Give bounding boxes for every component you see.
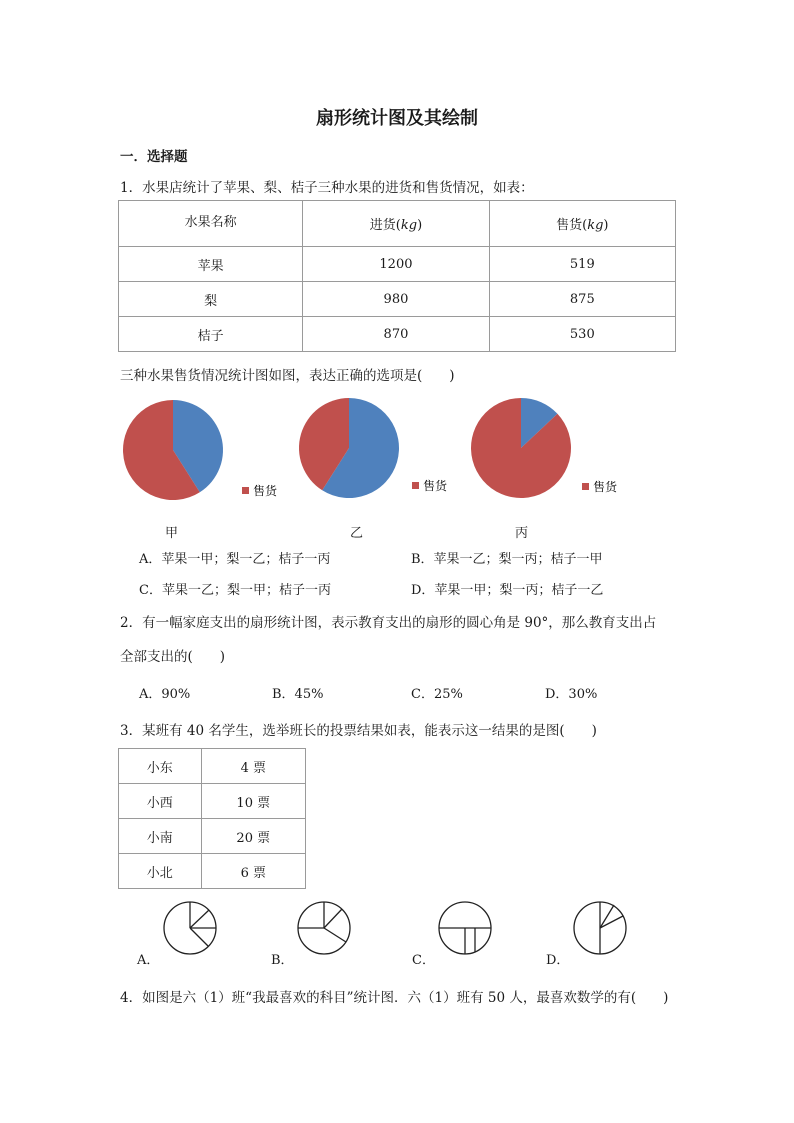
pie-1-legend-label: 售货 xyxy=(423,479,448,493)
table-header-cell: 水果名称 xyxy=(119,201,303,247)
table-cell: 苹果 xyxy=(119,247,303,282)
pie-2-legend-label: 售货 xyxy=(593,480,618,494)
q1-option-a[interactable]: A．苹果一甲；梨一乙；桔子一丙 xyxy=(139,552,331,567)
table-row xyxy=(119,317,676,352)
pie-0-legend-swatch xyxy=(242,487,249,494)
chart-label-yi: 乙 xyxy=(350,526,364,541)
table-cell: 20 票 xyxy=(201,819,305,854)
chart-label-bing: 丙 xyxy=(515,526,529,541)
fruit-table xyxy=(118,200,676,352)
q3-diagram-c[interactable] xyxy=(439,902,491,954)
table-cell: 1200 xyxy=(303,247,489,282)
table-cell: 桔子 xyxy=(119,317,303,352)
question-3-stem: 3．某班有 40 名学生，选举班长的投票结果如表，能表示这一结果的是图( ) xyxy=(120,723,597,739)
table-cell: 875 xyxy=(489,282,675,317)
table-cell: 小西 xyxy=(119,784,202,819)
table-header-row xyxy=(119,201,676,247)
table-row xyxy=(119,784,306,819)
page-title: 扇形统计图及其绘制 xyxy=(316,108,478,129)
question-1-stem: 1．水果店统计了苹果、梨、桔子三种水果的进货和售货情况，如表： xyxy=(120,180,534,196)
table-cell: 4 票 xyxy=(201,749,305,784)
pie-2-legend-swatch xyxy=(582,483,589,490)
q1-option-c[interactable]: C．苹果一乙；梨一甲；桔子一丙 xyxy=(139,583,331,598)
table-cell: 519 xyxy=(489,247,675,282)
table-row xyxy=(119,819,306,854)
table-cell: 小东 xyxy=(119,749,202,784)
table-cell: 小南 xyxy=(119,819,202,854)
q1-option-d[interactable]: D．苹果一甲；梨一丙；桔子一乙 xyxy=(411,583,604,598)
chart-label-jia: 甲 xyxy=(165,526,179,541)
table-row xyxy=(119,854,306,889)
question-2-stem-line1: 2．有一幅家庭支出的扇形统计图，表示教育支出的扇形的圆心角是 90°，那么教育支出占 xyxy=(120,615,657,631)
q2-option-d[interactable]: D．30% xyxy=(545,687,598,702)
table-cell: 980 xyxy=(303,282,489,317)
q3-option-a[interactable]: A． xyxy=(137,953,160,968)
section-heading: 一．选择题 xyxy=(120,149,188,165)
table-cell: 10 票 xyxy=(201,784,305,819)
q3-option-d[interactable]: D． xyxy=(546,953,570,968)
table-cell: 870 xyxy=(303,317,489,352)
pie-0-legend-label: 售货 xyxy=(253,484,278,498)
vote-table xyxy=(118,748,306,889)
q2-option-b[interactable]: B．45% xyxy=(272,687,324,702)
table-header-cell: 进货(kg) xyxy=(303,201,489,247)
q3-option-b[interactable]: B． xyxy=(271,953,294,968)
table-cell: 6 票 xyxy=(201,854,305,889)
q3-option-diagrams xyxy=(0,896,794,966)
table-cell: 梨 xyxy=(119,282,303,317)
table-row xyxy=(119,282,676,317)
pie-1-legend-swatch xyxy=(412,482,419,489)
question-1-prompt: 三种水果售货情况统计图如图，表达正确的选项是( ) xyxy=(120,368,455,384)
table-cell: 小北 xyxy=(119,854,202,889)
table-header-cell: 售货(kg) xyxy=(489,201,675,247)
table-row xyxy=(119,749,306,784)
q3-diagram-d[interactable] xyxy=(574,902,626,954)
q3-diagram-a[interactable] xyxy=(164,902,216,954)
q2-option-c[interactable]: C．25% xyxy=(411,687,463,702)
table-row xyxy=(119,247,676,282)
q3-diagram-b[interactable] xyxy=(298,902,350,954)
q1-option-b[interactable]: B．苹果一乙；梨一丙；桔子一甲 xyxy=(411,552,603,567)
q3-option-c[interactable]: C． xyxy=(412,953,435,968)
question-2-stem-line2: 全部支出的( ) xyxy=(120,649,226,665)
table-cell: 530 xyxy=(489,317,675,352)
q2-option-a[interactable]: A．90% xyxy=(139,687,191,702)
pie-charts xyxy=(0,390,794,530)
question-4-stem: 4．如图是六（1）班“我最喜欢的科目”统计图．六（1）班有 50 人，最喜欢数学的有( ) xyxy=(120,990,669,1006)
